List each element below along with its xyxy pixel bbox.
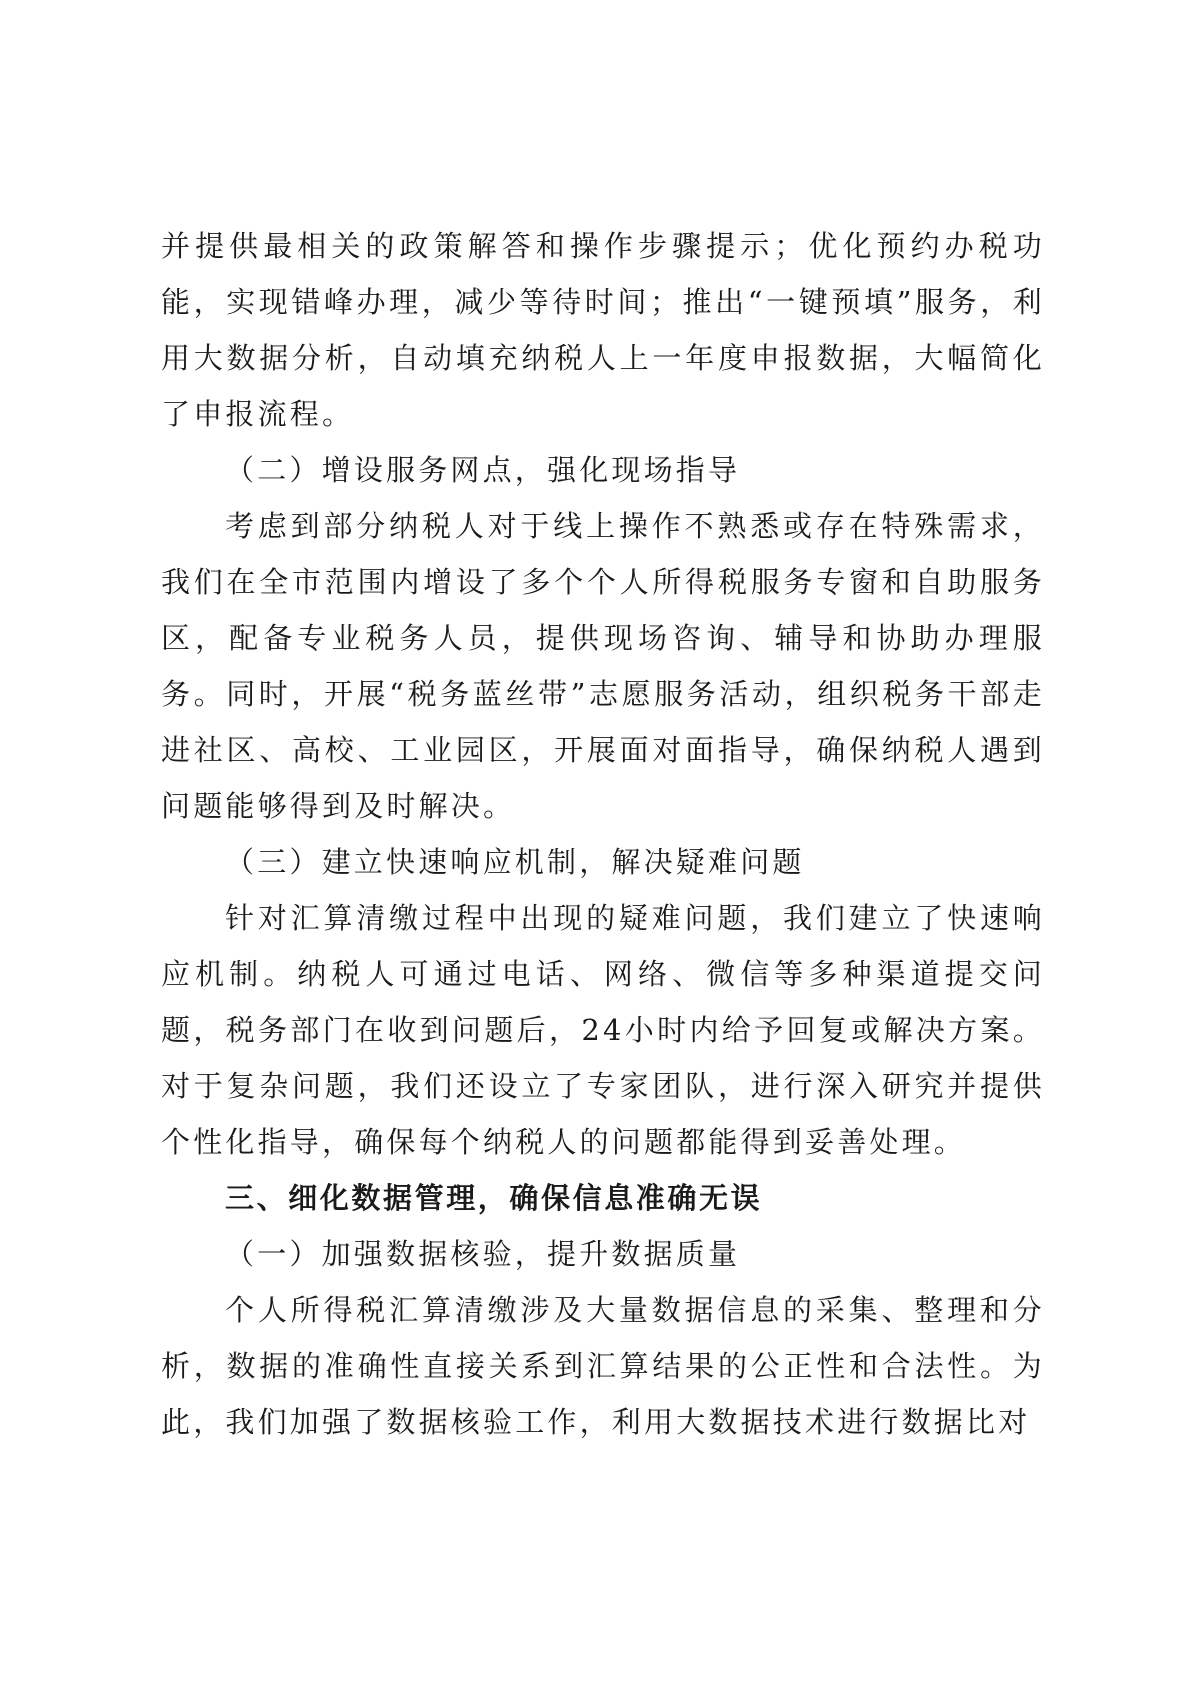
subheading-rapid-response: （三）建立快速响应机制，解决疑难问题 <box>225 845 805 879</box>
paragraph-rapid-response: 针对汇算清缴过程中出现的疑难问题，我们建立了快速响应机制。纳税人可通过电话、网络、微信等多种渠道提交问题，税务部门在收到问题后，24小时内给予回复或解决方案。对于复杂问题，我们还设立了专家团队，进行深入研究并提供个性化指导，确保每个纳税人的问题都能得到妥善处理。 <box>161 901 1045 1159</box>
paragraph-continuation: 并提供最相关的政策解答和操作步骤提示；优化预约办税功能，实现错峰办理，减少等待时间；推出“一键预填”服务，利用大数据分析，自动填充纳税人上一年度申报数据，大幅简化了申报流程。 <box>161 229 1045 431</box>
subheading-data-verification: （一）加强数据核验，提升数据质量 <box>225 1237 741 1271</box>
subheading-add-service-outlets: （二）增设服务网点，强化现场指导 <box>225 453 741 487</box>
document-body <box>161 218 1045 1450</box>
paragraph-data-verification: 个人所得税汇算清缴涉及大量数据信息的采集、整理和分析，数据的准确性直接关系到汇算结果的公正性和合法性。为此，我们加强了数据核验工作，利用大数据技术进行数据比对 <box>161 1293 1045 1439</box>
paragraph-service-outlets: 考虑到部分纳税人对于线上操作不熟悉或存在特殊需求，我们在全市范围内增设了多个个人所得税服务专窗和自助服务区，配备专业税务人员，提供现场咨询、辅导和协助办理服务。同时，开展“税务蓝丝带”志愿服务活动，组织税务干部走进社区、高校、工业园区，开展面对面指导，确保纳税人遇到问题能够得到及时解决。 <box>161 509 1045 823</box>
section-heading-data-management: 三、细化数据管理，确保信息准确无误 <box>225 1181 763 1215</box>
